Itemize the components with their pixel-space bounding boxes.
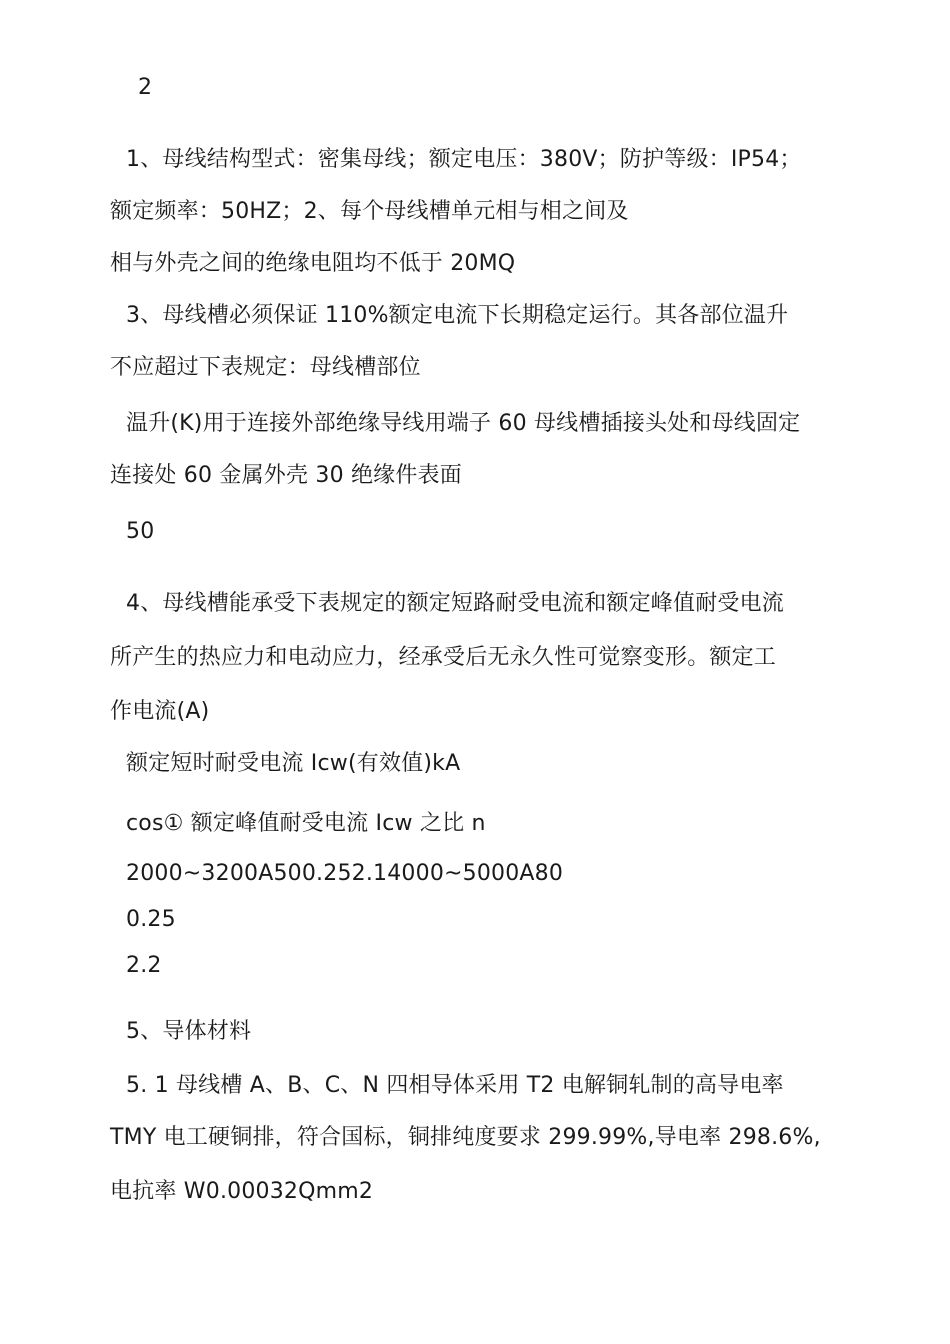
paragraph-line: 2000~3200A500.252.14000~5000A80: [126, 861, 564, 886]
paragraph-line: 所产生的热应力和电动应力，经承受后无永久性可觉察变形。额定工: [110, 645, 777, 670]
paragraph-line: 5、导体材料: [126, 1019, 252, 1044]
paragraph-line: 3、母线槽必须保证 110%额定电流下长期稳定运行。其各部位温升: [126, 303, 789, 328]
paragraph-line: TMY 电工硬铜排，符合国标，铜排纯度要求 299.99%,导电率 298.6%,: [110, 1125, 821, 1150]
paragraph-line: 不应超过下表规定：母线槽部位: [110, 355, 421, 380]
paragraph-line: 0.25: [126, 907, 176, 932]
paragraph-line: 额定频率：50HZ；2、每个母线槽单元相与相之间及: [110, 199, 629, 224]
paragraph-line: 50: [126, 519, 155, 544]
paragraph-line: 1、母线结构型式：密集母线；额定电压：380V；防护等级：IP54；: [126, 147, 802, 172]
paragraph-line: 电抗率 W0.00032Qmm2: [110, 1179, 374, 1204]
paragraph-line: 额定短时耐受电流 Icw(有效值)kA: [126, 751, 461, 776]
paragraph-line: cos① 额定峰值耐受电流 Icw 之比 n: [126, 811, 486, 836]
paragraph-line: 作电流(A): [110, 699, 210, 724]
paragraph-line: 4、母线槽能承受下表规定的额定短路耐受电流和额定峰值耐受电流: [126, 591, 784, 616]
paragraph-line: 2.2: [126, 953, 162, 978]
page-number: 2: [138, 75, 153, 100]
paragraph-line: 5. 1 母线槽 A、B、C、N 四相导体采用 T2 电解铜轧制的高导电率: [126, 1073, 784, 1098]
paragraph-line: 连接处 60 金属外壳 30 绝缘件表面: [110, 463, 462, 488]
paragraph-line: 相与外壳之间的绝缘电阻均不低于 20MQ: [110, 251, 516, 276]
paragraph-line: 温升(K)用于连接外部绝缘导线用端子 60 母线槽插接头处和母线固定: [126, 411, 801, 436]
